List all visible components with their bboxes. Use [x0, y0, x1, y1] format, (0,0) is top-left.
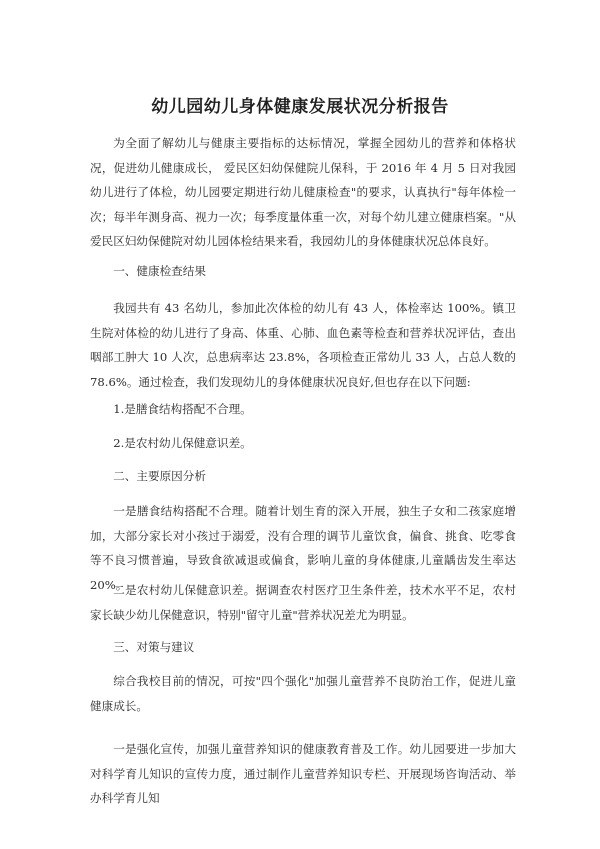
document-title: 幼儿园幼儿身体健康发展状况分析报告	[151, 97, 449, 117]
causes-paragraph-2: 二是农村幼儿保健意识差。据调查农村医疗卫生条件差，技术水平不足，农村家长缺少幼儿保健意识，特别"留守儿童"营养状况差尤为明显。	[90, 583, 516, 622]
problem-item-1: 1.是膳食结构搭配不合理。	[113, 402, 252, 416]
section-heading-causes: 二、主要原因分析	[113, 469, 206, 483]
problem-item-2: 2.是农村幼儿保健意识差。	[113, 436, 252, 450]
results-paragraph: 我园共有 43 名幼儿，参加此次体检的幼儿有 43 人，体检率达 100%。镇卫生院对体检的幼儿进行了身高、体重、心肺、血色素等检查和营养状况评估，查出咽部工肿大 10 人次，总患病率达 23.8%，各项检查正常幼儿 33 人，占总人数的 78.6%。通过检查，我们发现幼儿的身体健康状况良好,但也存在以下问题:	[90, 301, 516, 389]
causes-paragraph-1: 一是膳食结构搭配不合理。随着计划生育的深入开展，独生子女和二孩家庭增加，大部分家长对小孩过于溺爱，没有合理的调节儿童饮食，偏食、挑食、吃零食等不良习惯普遍，导致食欲减退或偏食，影响儿童的身体健康,儿童龋齿发生率达 20%。	[90, 504, 516, 592]
suggestions-paragraph-1: 综合我校目前的情况，可按"四个强化"加强儿童营养不良防治工作，促进儿童健康成长。	[90, 674, 516, 713]
suggestions-paragraph-2: 一是强化宣传，加强儿童营养知识的健康教育普及工作。幼儿园要进一步加大对科学育儿知识的宣传力度，通过制作儿童营养知识专栏、开展现场咨询活动、举办科学育儿知	[90, 742, 516, 805]
section-heading-results: 一、健康检查结果	[113, 264, 206, 278]
intro-paragraph: 为全面了解幼儿与健康主要指标的达标情况，掌握全园幼儿的营养和体格状况，促进幼儿健康成长， 爱民区妇幼保健院儿保科，于 2016 年 4 月 5 日对我园幼儿进行了体检，幼儿园要定期进行幼儿健康检查"的要求，认真执行"每年体检一次；每半年测身高、视力一次；每季度量体重一次，对每个幼儿建立健康档案。"从爱民区妇幼保健院对幼儿园体检结果来看，我园幼儿的身体健康状况总体良好。	[90, 136, 516, 248]
section-heading-suggestions: 三、对策与建议	[113, 640, 195, 654]
